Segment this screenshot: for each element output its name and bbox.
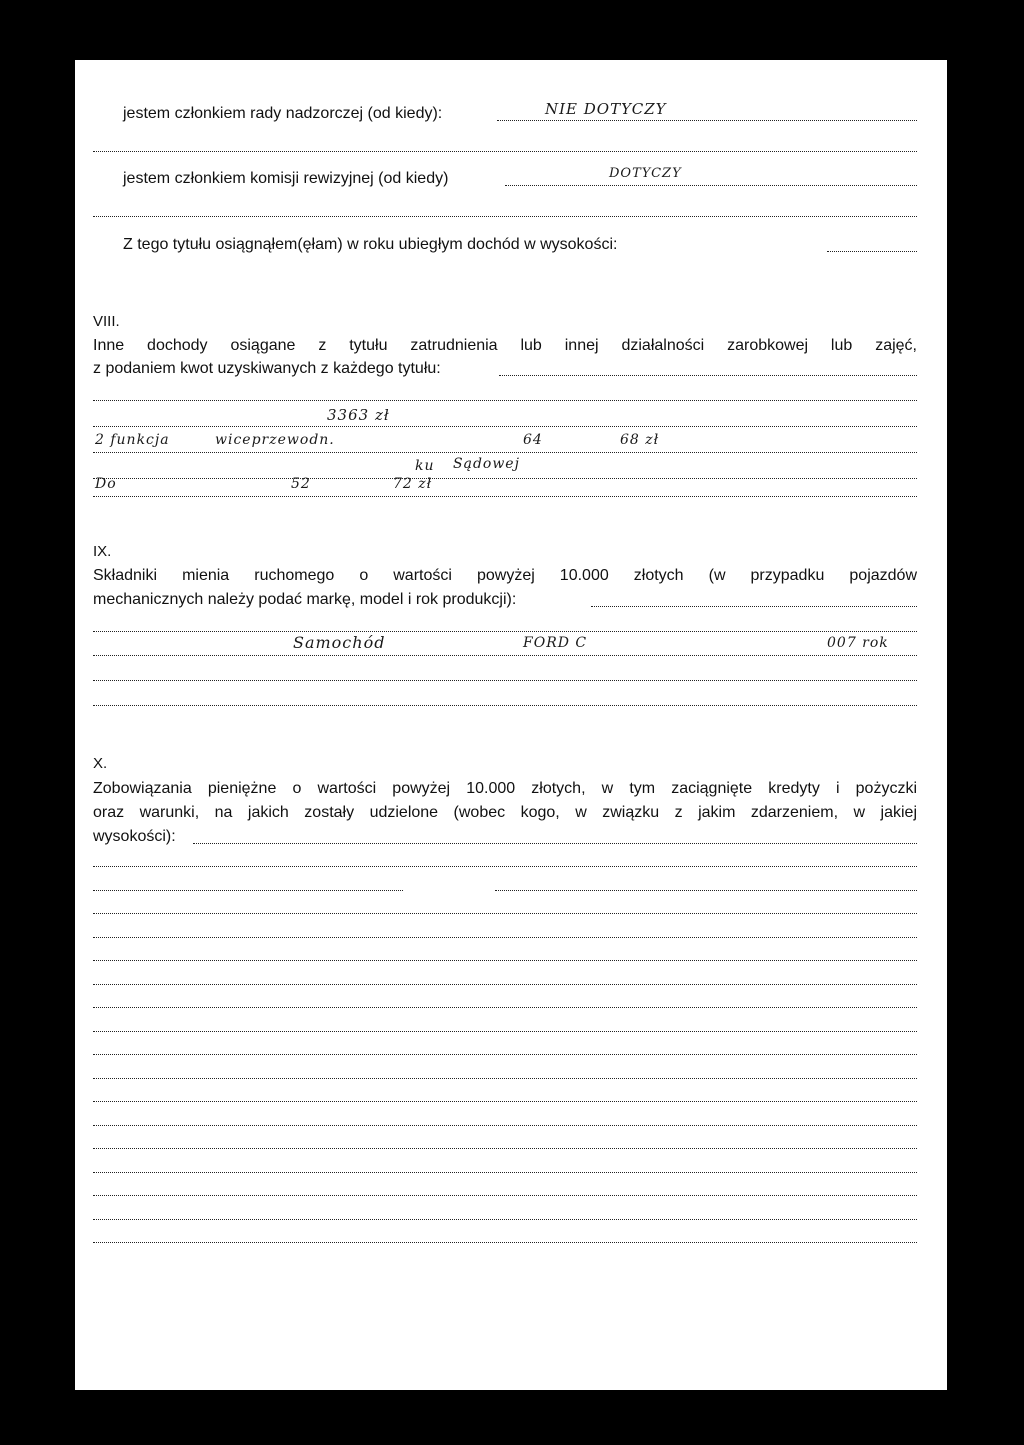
handwritten-item: Samochód: [293, 633, 386, 652]
dotted-line: [193, 843, 917, 844]
dotted-line: [499, 375, 917, 376]
dotted-line: [93, 866, 917, 867]
dotted-line: [93, 680, 917, 681]
dotted-line: [495, 890, 917, 891]
dotted-line: [93, 1031, 917, 1032]
handwritten-amount: 3363 zł: [327, 406, 390, 424]
handwritten-value: ku: [415, 458, 435, 474]
section-x-number: X.: [93, 755, 108, 772]
handwritten-value: 52: [291, 476, 311, 492]
handwritten-value: 72 zł: [393, 476, 433, 492]
dotted-line: [93, 631, 917, 632]
dotted-line: [93, 1054, 917, 1055]
supervisory-board-value: NIE DOTYCZY: [545, 100, 667, 118]
dotted-line: [505, 185, 917, 186]
dotted-line: [93, 984, 917, 985]
handwritten-value: 64: [523, 432, 543, 448]
section-viii-line2: z podaniem kwot uzyskiwanych z każdego tytułu:: [93, 360, 441, 377]
dotted-line: [93, 1172, 917, 1173]
handwritten-year: 007 rok: [827, 635, 889, 651]
dotted-line: [93, 1148, 917, 1149]
dotted-line: [93, 452, 917, 453]
handwritten-value: 68 zł: [620, 432, 660, 448]
section-x-line2: oraz warunki, na jakich zostały udzielone (wobec kogo, w związku z jakim zdarzeniem, w jakiej: [93, 804, 917, 821]
section-viii-line1: Inne dochody osiągane z tytułu zatrudnienia lub innej działalności zarobkowej lub zajęć,: [93, 337, 917, 354]
dotted-line: [591, 606, 917, 607]
dotted-line: [93, 400, 917, 401]
dotted-line: [93, 151, 917, 152]
audit-committee-label: jestem członkiem komisji rewizyjnej (od kiedy): [123, 170, 449, 187]
handwritten-role: wiceprzewodn.: [215, 432, 335, 448]
dotted-line: [93, 1219, 917, 1220]
dotted-line: [93, 1125, 917, 1126]
dotted-line: [93, 705, 917, 706]
dotted-line: [827, 251, 917, 252]
handwritten-brand: FORD C: [523, 635, 588, 651]
dotted-line: [93, 426, 917, 427]
handwritten-function: 2 funkcja: [95, 432, 170, 448]
handwritten-value: Do: [95, 476, 117, 492]
dotted-line: [93, 1101, 917, 1102]
income-label: Z tego tytułu osiągnąłem(ęłam) w roku ubiegłym dochód w wysokości:: [123, 236, 618, 253]
dotted-line: [93, 937, 917, 938]
dotted-line: [93, 216, 917, 217]
dotted-line: [93, 1007, 917, 1008]
dotted-line: [93, 496, 917, 497]
section-ix-number: IX.: [93, 543, 112, 560]
supervisory-board-label: jestem członkiem rady nadzorczej (od kiedy):: [123, 105, 443, 122]
handwritten-value: Sądowej: [453, 456, 520, 472]
dotted-line: [497, 120, 917, 121]
dotted-line: [93, 1242, 917, 1243]
section-x-line1: Zobowiązania pieniężne o wartości powyżej 10.000 złotych, w tym zaciągnięte kredyty i pożyczki: [93, 780, 917, 797]
section-ix-line2: mechanicznych należy podać markę, model i rok produkcji):: [93, 591, 517, 608]
section-ix-line1: Składniki mienia ruchomego o wartości powyżej 10.000 złotych (w przypadku pojazdów: [93, 567, 917, 584]
section-viii-number: VIII.: [93, 313, 120, 330]
section-x-line3: wysokości):: [93, 828, 176, 845]
dotted-line: [93, 478, 917, 479]
audit-committee-value: DOTYCZY: [609, 166, 682, 181]
dotted-line: [93, 655, 917, 656]
dotted-line: [93, 913, 917, 914]
dotted-line: [93, 1195, 917, 1196]
dotted-line: [93, 890, 403, 891]
dotted-line: [93, 1078, 917, 1079]
dotted-line: [93, 960, 917, 961]
declaration-page: [75, 60, 947, 1390]
